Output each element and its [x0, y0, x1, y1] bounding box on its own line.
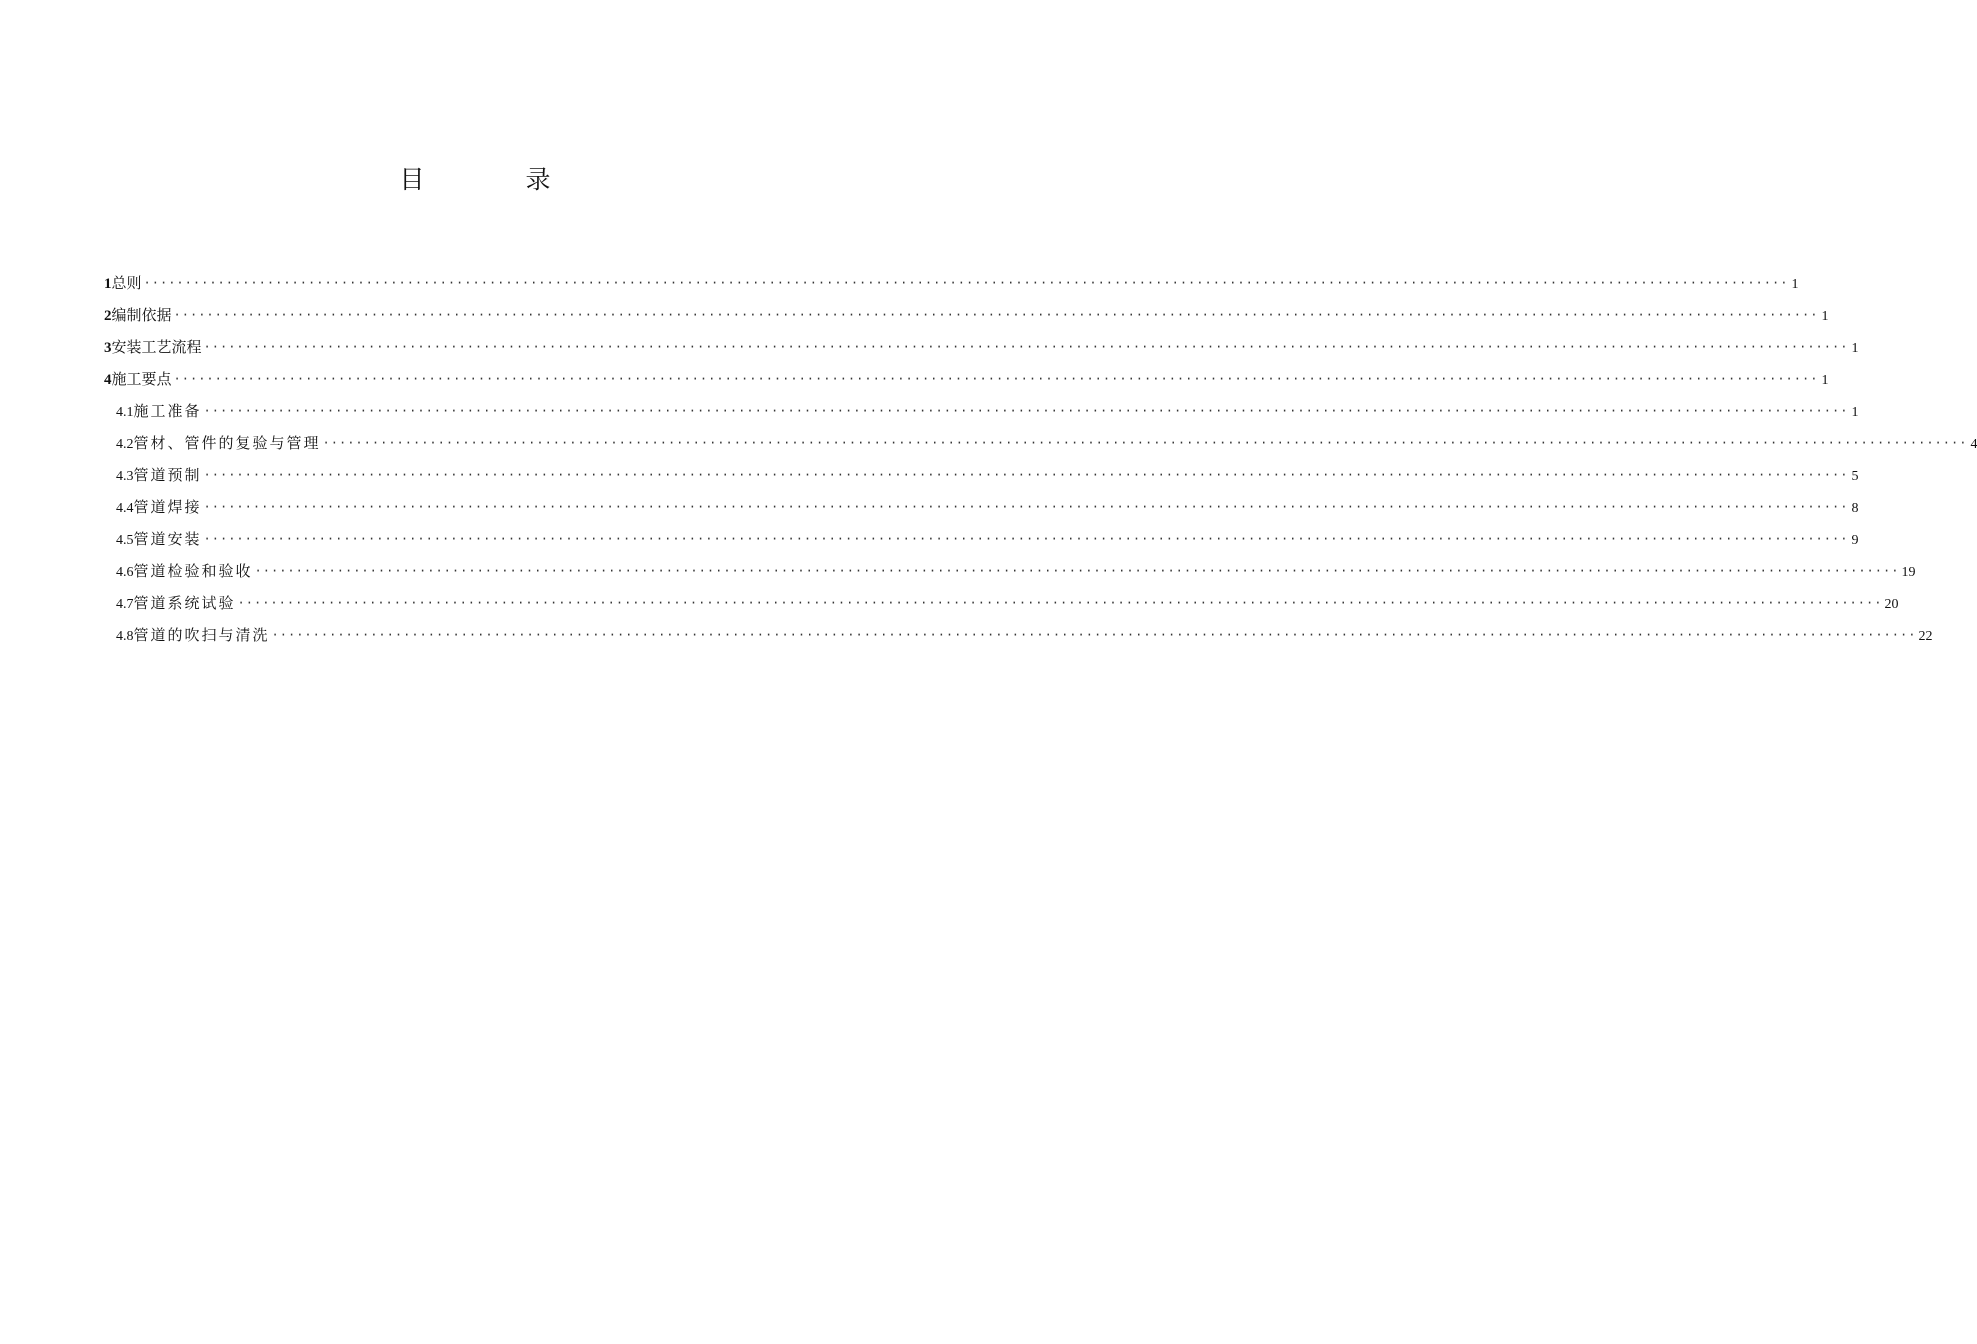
toc-entry-page: 22: [1918, 629, 1933, 644]
toc-entry-number: 4.5: [116, 533, 134, 548]
toc-entry-page: 20: [1884, 597, 1899, 612]
toc-entry-label: 安装工艺流程: [111, 338, 202, 356]
toc-entry-number: 4.4: [116, 501, 134, 516]
toc-entry-4-4[interactable]: [104, 491, 1859, 523]
toc-entry-label: 编制依据: [111, 306, 172, 324]
toc-entry-number: 2: [104, 308, 112, 324]
toc-entry-number: 4.2: [116, 437, 134, 452]
page-title: 目 录: [399, 165, 589, 194]
toc-entry-page: 19: [1901, 565, 1916, 580]
toc-entry-1[interactable]: [104, 267, 1799, 299]
toc-entry-number: 4.3: [116, 469, 134, 484]
toc-entry-number: 4.6: [116, 565, 134, 580]
toc-entry-3[interactable]: [104, 331, 1859, 363]
toc-entry-page: 1: [1821, 373, 1829, 388]
dot-leader: ········································································································································································································: [271, 628, 1917, 642]
toc-entry-number: 1: [104, 276, 112, 292]
toc-entry-label: 总则: [111, 274, 142, 292]
dot-leader: ········································································································································································································: [237, 596, 1883, 610]
dot-leader: ········································································································································································································: [173, 372, 1819, 386]
dot-leader: ········································································································································································································: [203, 404, 1849, 418]
toc-entry-page: 1: [1821, 309, 1829, 324]
dot-leader: ········································································································································································································: [203, 500, 1849, 514]
toc-entry-label: 管道系统试验: [133, 594, 236, 612]
table-of-contents: [104, 267, 1977, 651]
toc-entry-page: 1: [1791, 277, 1799, 292]
toc-entry-number: 4.7: [116, 597, 134, 612]
toc-entry-number: 4: [104, 372, 112, 388]
toc-entry-page: 1: [1851, 405, 1859, 420]
toc-entry-page: 1: [1851, 341, 1859, 356]
toc-entry-number: 4.8: [116, 629, 134, 644]
toc-entry-label: 施工要点: [111, 370, 172, 388]
toc-entry-4-5[interactable]: [104, 523, 1859, 555]
toc-entry-label: 管道安装: [133, 530, 202, 548]
dot-leader: ········································································································································································································: [203, 468, 1849, 482]
toc-entry-4[interactable]: [104, 363, 1829, 395]
dot-leader: ········································································································································································································: [254, 564, 1900, 578]
toc-entry-label: 施工准备: [133, 402, 202, 420]
toc-entry-4-2[interactable]: [104, 427, 1977, 459]
toc-entry-page: 5: [1851, 469, 1859, 484]
toc-entry-page: 9: [1851, 533, 1859, 548]
toc-entry-4-7[interactable]: [104, 587, 1899, 619]
dot-leader: ········································································································································································································: [143, 276, 1789, 290]
dot-leader: ········································································································································································································: [203, 532, 1849, 546]
toc-entry-label: 管道预制: [133, 466, 202, 484]
toc-entry-4-3[interactable]: [104, 459, 1859, 491]
toc-entry-4-6[interactable]: [104, 555, 1916, 587]
toc-entry-2[interactable]: [104, 299, 1829, 331]
toc-entry-label: 管道焊接: [133, 498, 202, 516]
toc-entry-number: 4.1: [116, 405, 134, 420]
toc-entry-4-8[interactable]: [104, 619, 1933, 651]
toc-entry-page: 8: [1851, 501, 1859, 516]
dot-leader: ········································································································································································································: [203, 340, 1849, 354]
toc-entry-number: 3: [104, 340, 112, 356]
toc-entry-label: 管道的吹扫与清洗: [133, 626, 270, 644]
toc-entry-label: 管材、管件的复验与管理: [133, 434, 321, 452]
dot-leader: ········································································································································································································: [322, 436, 1968, 450]
toc-entry-label: 管道检验和验收: [133, 562, 253, 580]
toc-entry-4-1[interactable]: [104, 395, 1859, 427]
toc-entry-page: 4: [1970, 437, 1977, 452]
dot-leader: ········································································································································································································: [173, 308, 1819, 322]
